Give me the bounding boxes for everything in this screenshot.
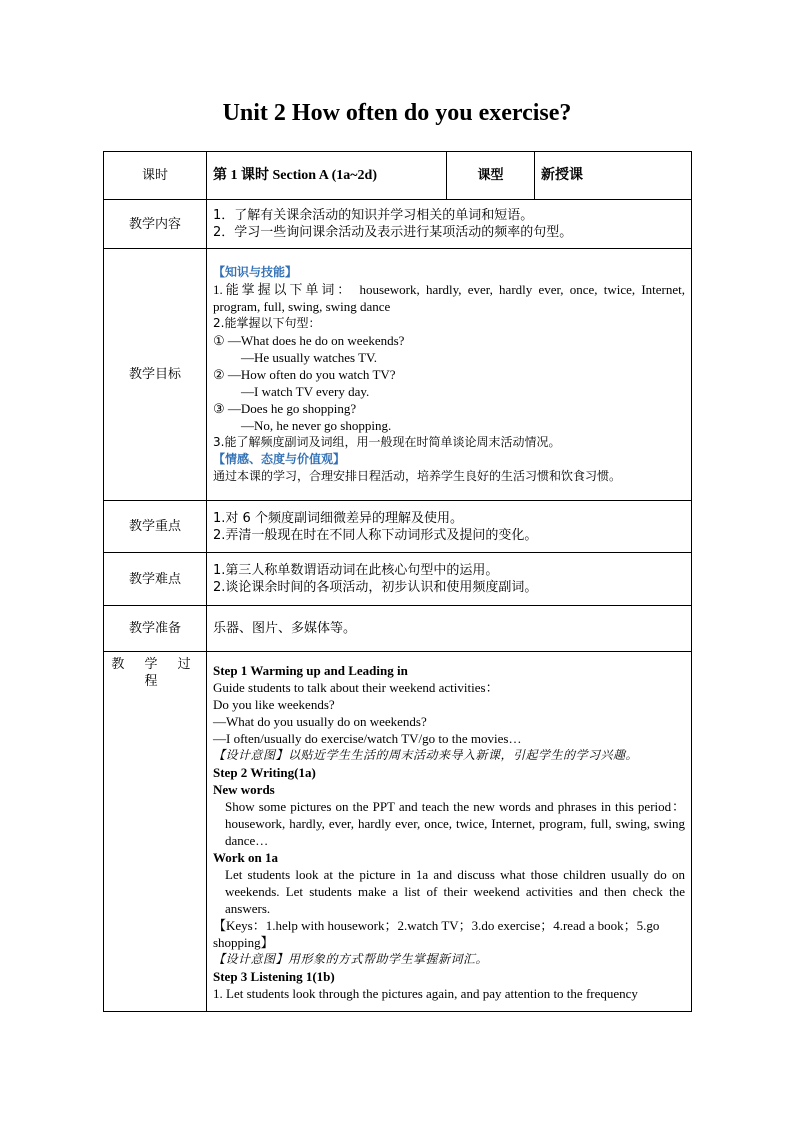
content-line-2: 2．学习一些询问课余活动及表示进行某项活动的频率的句型。: [213, 225, 573, 240]
difficulty-2: 2.谈论课余时间的各项活动，初步认识和使用频度副词。: [213, 580, 538, 595]
step-2-heading: Step 2 Writing(1a): [213, 764, 316, 780]
sentence-q3: ③ —Does he go shopping?: [213, 401, 357, 416]
keys-text: 【Keys：1.help with housework；2.watch TV；3.do exercise；4.read a book；5.go shopping】: [213, 917, 660, 950]
prep-label: 教学准备: [104, 606, 207, 652]
key-points-label: 教学重点: [104, 501, 207, 553]
difficulties-row: [104, 553, 692, 606]
content-line-1: 1．了解有关课余活动的知识并学习相关的单词和短语。: [213, 208, 534, 223]
work-1a-heading: Work on 1a: [213, 849, 279, 865]
content-row: [104, 200, 692, 249]
new-words-text: Show some pictures on the PPT and teach the new words and phrases in this period：housework, hardly, ever, hardly ever, once, twice, Internet, program, full, swing, swing dance…: [225, 798, 685, 848]
sentence-q2: ② —How often do you watch TV?: [213, 367, 396, 382]
step-3-heading: Step 3 Listening 1(1b): [213, 968, 335, 984]
step-1-line-2: Do you like weekends?: [213, 696, 335, 712]
step-1-heading: Step 1 Warming up and Leading in: [213, 662, 408, 678]
period-value: 第 1 课时 Section A (1a~2d): [207, 152, 447, 200]
step-1-line-1: Guide students to talk about their weekend activities：: [213, 679, 499, 695]
type-label: 课型: [447, 152, 535, 200]
difficulties-cell: [207, 553, 692, 606]
difficulties-label: 教学难点: [104, 553, 207, 606]
goal-item-2: 2.能掌握以下句型：: [213, 316, 321, 330]
step-2-design-note: 【设计意图】用形象的方式帮助学生掌握新词汇。: [213, 951, 489, 966]
process-cell: [207, 652, 692, 1012]
content-cell: [207, 200, 692, 249]
sentence-q1: ① —What does he do on weekends?: [213, 333, 405, 348]
goals-row: [104, 249, 692, 501]
lesson-plan-table: [103, 151, 692, 1012]
goals-label: 教学目标: [104, 249, 207, 501]
sentence-a1: —He usually watches TV.: [241, 350, 377, 365]
prep-text: 乐器、图片、多媒体等。: [207, 606, 692, 652]
sentence-a3: —No, he never go shopping.: [241, 418, 392, 433]
step-3-line-1: 1. Let students look through the pictures again, and pay attention to the frequency: [213, 985, 638, 1001]
knowledge-heading: 【知识与技能】: [213, 265, 298, 279]
sentence-a2: —I watch TV every day.: [241, 384, 370, 399]
difficulty-1: 1.第三人称单数谓语动词在此核心句型中的运用。: [213, 563, 499, 578]
period-label: 课时: [104, 152, 207, 200]
goals-cell: [207, 249, 692, 501]
step-1-design-note: 【设计意图】以贴近学生生活的周末活动来导入新课，引起学生的学习兴趣。: [213, 747, 639, 762]
step-1-line-4: —I often/usually do exercise/watch TV/go to the movies…: [213, 730, 522, 746]
goal-item-3: 3.能了解频度副词及词组，用一般现在时简单谈论周末活动情况。: [213, 435, 561, 449]
work-1a-text: Let students look at the picture in 1a and discuss what those children usually do on weekends. Let students make a list of their weekend activities and then check the answers.: [225, 866, 685, 916]
process-label: 教 学 过 程: [104, 652, 207, 1012]
goal-item-1: 1.能掌握以下单词： housework, hardly, ever, hardly ever, once, twice, Internet, program, full, swing, swing dance: [213, 282, 685, 314]
step-1-line-3: —What do you usually do on weekends?: [213, 713, 427, 729]
header-row: [104, 152, 692, 200]
key-points-cell: [207, 501, 692, 553]
prep-row: [104, 606, 692, 652]
emotion-heading: 【情感、态度与价值观】: [213, 452, 346, 466]
new-words-heading: New words: [213, 781, 275, 797]
page-title: Unit 2 How often do you exercise?: [222, 100, 572, 126]
content-label: 教学内容: [104, 200, 207, 249]
type-value: 新授课: [535, 152, 692, 200]
key-point-2: 2.弄清一般现在时在不同人称下动词形式及提问的变化。: [213, 527, 538, 543]
process-row: [104, 652, 692, 1012]
key-points-row: [104, 501, 692, 553]
emotion-text: 通过本课的学习，合理安排日程活动，培养学生良好的生活习惯和饮食习惯。: [213, 469, 622, 483]
key-point-1: 1.对 6 个频度副词细微差异的理解及使用。: [213, 510, 463, 526]
